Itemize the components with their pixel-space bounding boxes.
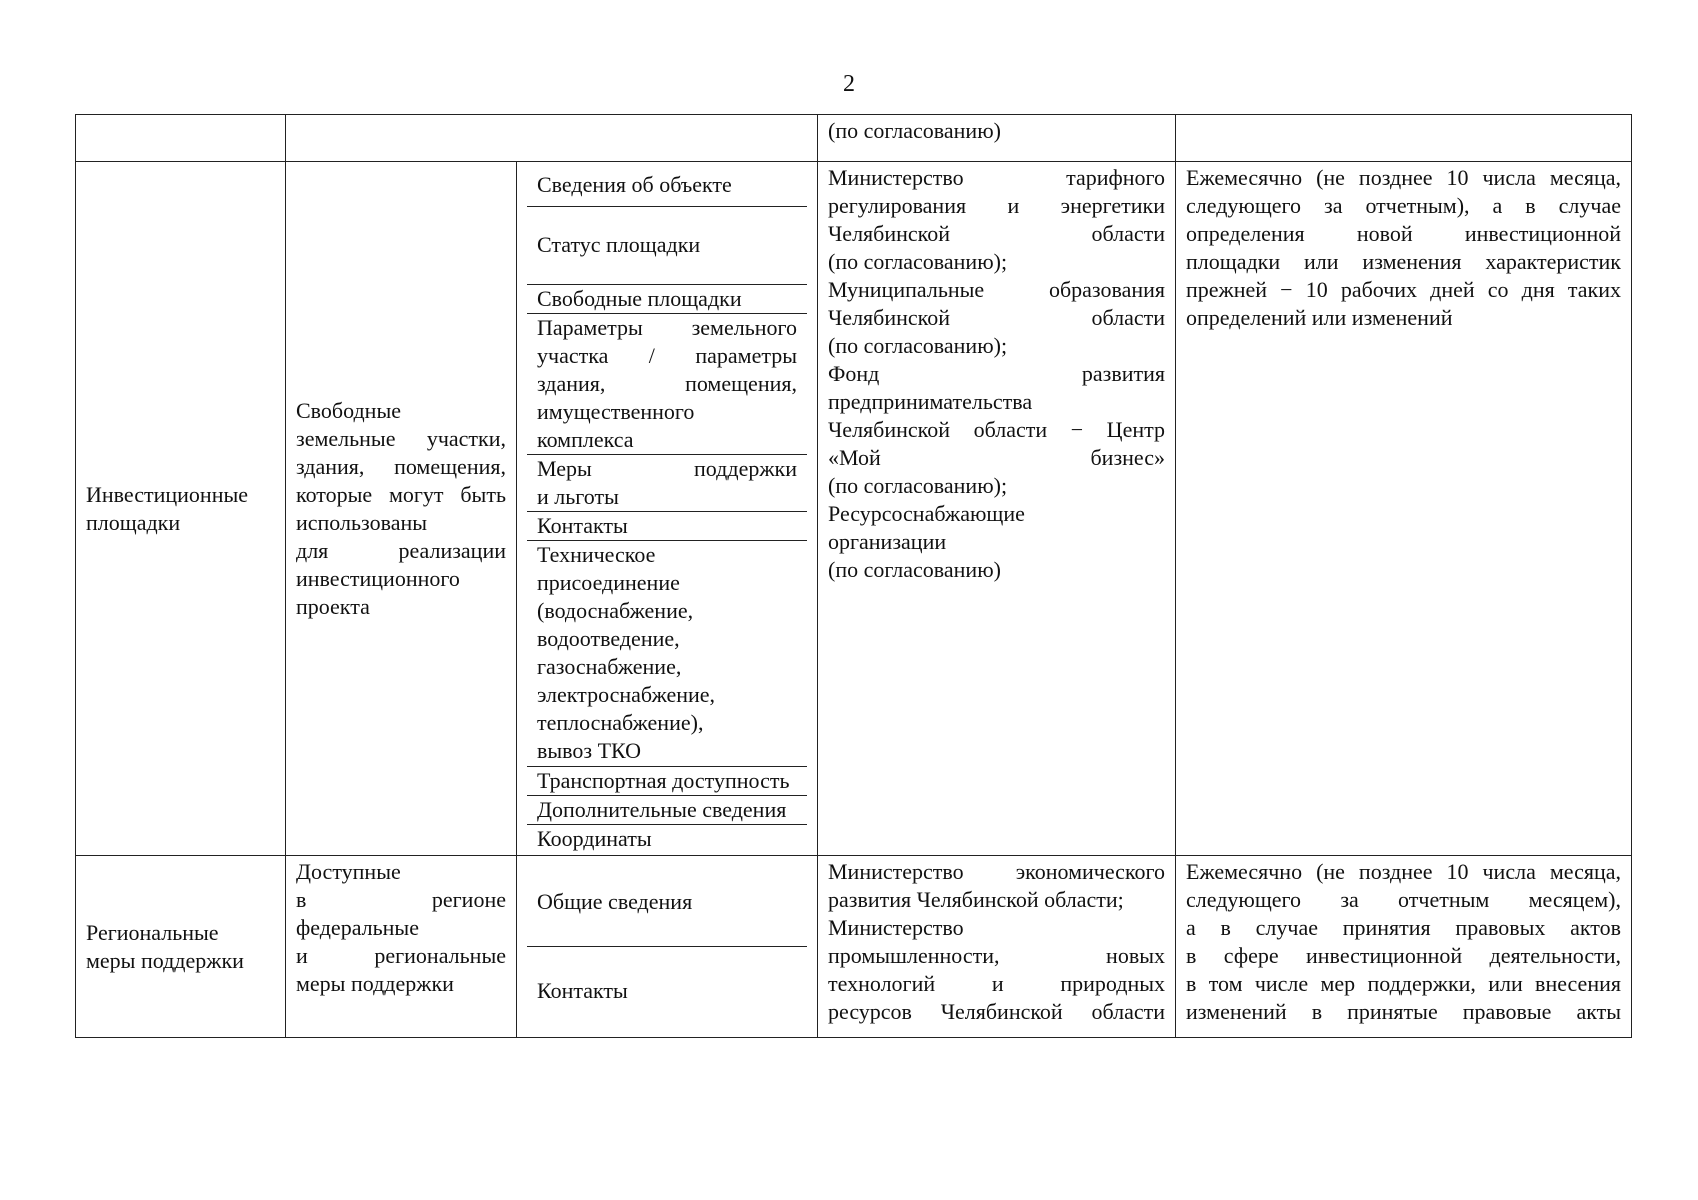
- organization-text: (по согласованию);: [828, 333, 1008, 358]
- description-text: Свободные: [296, 397, 401, 423]
- schedule-text: определений или изменений: [1186, 305, 1453, 330]
- category-text: Инвестиционные: [86, 481, 249, 507]
- description-text: инвестиционного: [296, 565, 460, 591]
- description-text: здания, помещения,: [296, 453, 506, 479]
- list-item: Контакты: [537, 977, 628, 1003]
- organization-text: «Мой бизнес»: [828, 445, 1165, 470]
- items-list: [527, 858, 807, 1035]
- schedule-cell: [1176, 115, 1632, 162]
- description-cell: [286, 162, 517, 856]
- organization-text: (по согласованию): [828, 118, 1001, 143]
- document-table: [75, 114, 1632, 1038]
- schedule-text: в том числе мер поддержки, или внесения: [1186, 971, 1621, 996]
- items-cell: [517, 162, 818, 856]
- organization-text: предпринимательства: [828, 389, 1033, 414]
- organization-text: развития Челябинской области;: [828, 887, 1124, 912]
- description-text: земельные участки,: [296, 425, 506, 451]
- schedule-text: а в случае принятия правовых актов: [1186, 915, 1621, 940]
- table-row-investment-sites: [76, 162, 1632, 856]
- description-text: использованы: [296, 509, 428, 535]
- table-row-regional-support: [76, 856, 1632, 1038]
- organization-text: регулирования и энергетики: [828, 193, 1165, 218]
- description-text: и региональные: [296, 943, 506, 968]
- organization-text: промышленности, новых: [828, 943, 1165, 968]
- list-item: Транспортная доступность: [527, 766, 807, 795]
- description-cell: [286, 856, 517, 1038]
- list-item: Контакты: [527, 511, 807, 540]
- organization-text: Челябинской области: [828, 305, 1165, 330]
- organization-text: Челябинской области − Центр: [828, 417, 1165, 442]
- description-text: Доступные: [296, 859, 401, 884]
- description-text: которые могут быть: [296, 481, 506, 507]
- list-item: Параметры земельного участка / параметры здания, помещения, имущественного комплекса: [527, 313, 807, 454]
- description-text: в регионе: [296, 887, 506, 912]
- list-item: Техническое присоединение (водоснабжение, водоотведение, газоснабжение, электроснабжение, теплоснабжение), вывоз ТКО: [527, 540, 807, 766]
- schedule-cell: [1176, 162, 1632, 856]
- description-cell: [286, 115, 818, 162]
- organization-text: Министерство тарифного: [828, 165, 1165, 190]
- list-item: Меры поддержки и льготы: [527, 454, 807, 511]
- organization-text: Фонд развития: [828, 361, 1165, 386]
- organization-text: Челябинской области: [828, 221, 1165, 246]
- category-cell: [76, 856, 286, 1038]
- description-text: федеральные: [296, 915, 419, 940]
- organization-text: ресурсов Челябинской области: [828, 999, 1165, 1024]
- list-item: Статус площадки: [527, 206, 807, 284]
- organization-text: технологий и природных: [828, 971, 1165, 996]
- description-text: меры поддержки: [296, 971, 454, 996]
- organization-text: (по согласованию);: [828, 249, 1008, 274]
- category-text: площадки: [86, 509, 181, 535]
- schedule-text: следующего за отчетным), а в случае: [1186, 193, 1621, 218]
- schedule-text: следующего за отчетным месяцем),: [1186, 887, 1621, 912]
- schedule-text: Ежемесячно (не позднее 10 числа месяца,: [1186, 859, 1621, 884]
- items-list: [527, 164, 807, 853]
- category-cell: [76, 115, 286, 162]
- table-row-continuation: [76, 115, 1632, 162]
- category-cell: [76, 162, 286, 856]
- schedule-text: прежней − 10 рабочих дней со дня таких: [1186, 277, 1621, 302]
- schedule-text: Ежемесячно (не позднее 10 числа месяца,: [1186, 165, 1621, 190]
- items-cell: [517, 856, 818, 1038]
- page-number: 2: [843, 71, 855, 97]
- organization-text: Муниципальные образования: [828, 277, 1165, 302]
- schedule-text: определения новой инвестиционной: [1186, 221, 1621, 246]
- organization-text: Ресурсоснабжающие: [828, 501, 1025, 526]
- organization-text: (по согласованию): [828, 557, 1001, 582]
- organizations-cell: [818, 162, 1176, 856]
- organization-text: организации: [828, 529, 947, 554]
- category-text: меры поддержки: [86, 947, 244, 973]
- description-text: проекта: [296, 593, 370, 619]
- schedule-text: площадки или изменения характеристик: [1186, 249, 1621, 274]
- list-item: Дополнительные сведения: [527, 795, 807, 824]
- organization-text: Министерство: [828, 915, 964, 940]
- list-item: Свободные площадки: [527, 284, 807, 313]
- organization-text: Министерство экономического: [828, 859, 1165, 884]
- schedule-text: изменений в принятые правовые акты: [1186, 999, 1621, 1024]
- organization-text: (по согласованию);: [828, 473, 1008, 498]
- description-text: для реализации: [296, 537, 506, 563]
- schedule-cell: [1176, 856, 1632, 1038]
- list-item: Сведения об объекте: [527, 164, 807, 206]
- list-item: Координаты: [537, 825, 652, 851]
- schedule-text: в сфере инвестиционной деятельности,: [1186, 943, 1621, 968]
- organizations-cell: [818, 856, 1176, 1038]
- organizations-cell: [818, 115, 1176, 162]
- category-text: Региональные: [86, 919, 219, 945]
- list-item: Общие сведения: [527, 858, 807, 946]
